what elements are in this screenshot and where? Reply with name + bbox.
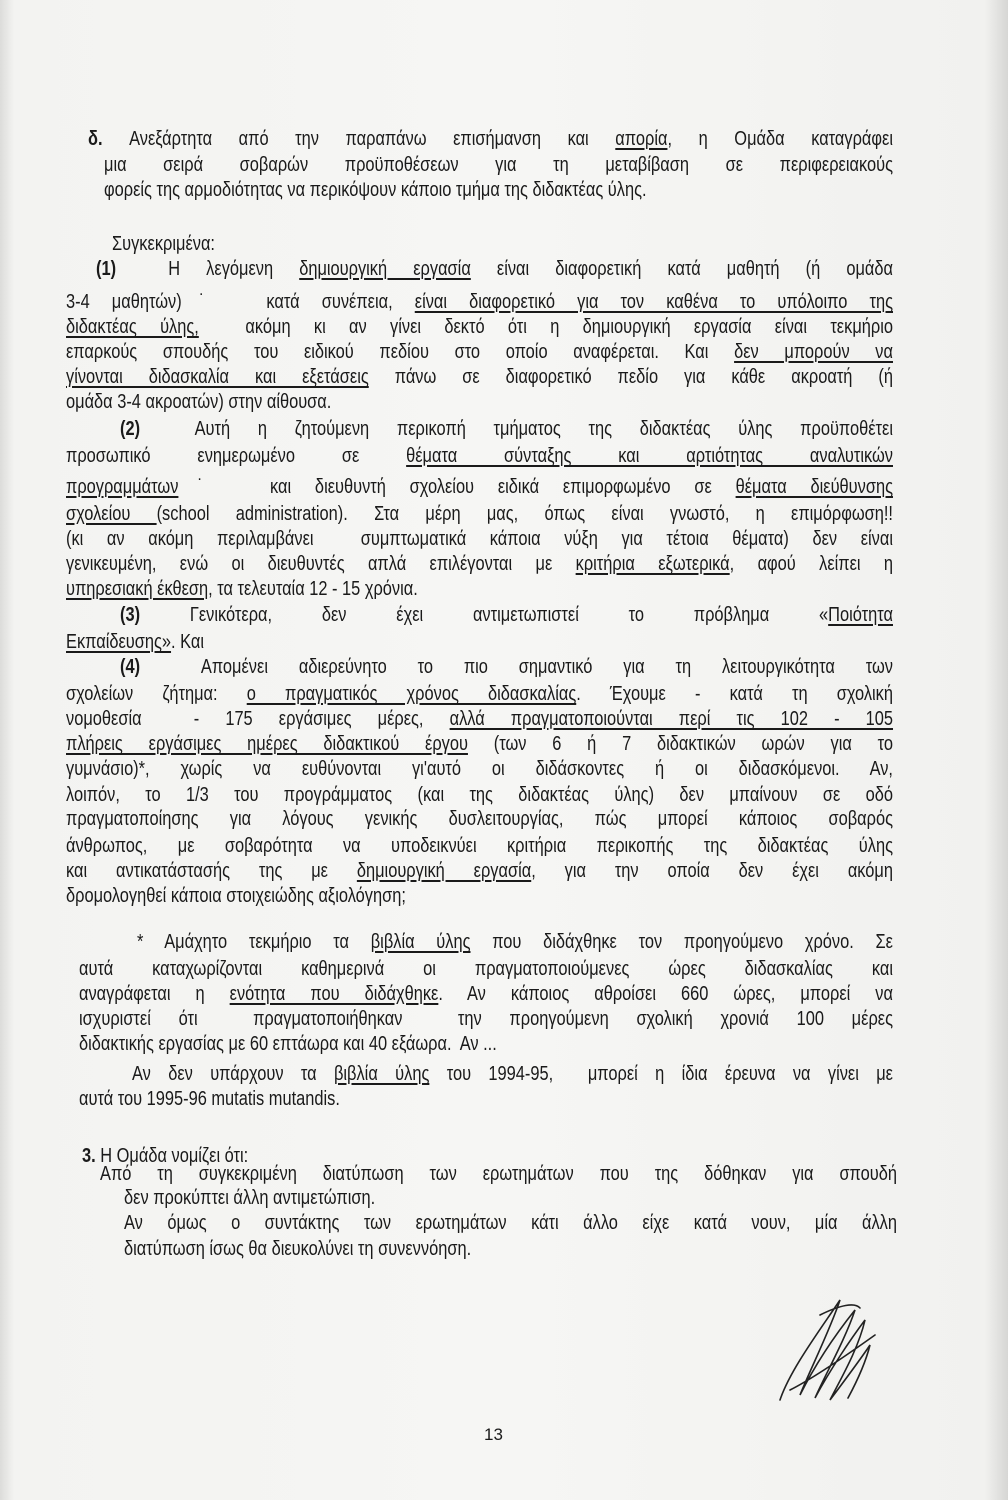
text-run: του 1994-95, μπορεί η ίδια έρευνα να γίνει με (429, 1063, 893, 1085)
text-line (66, 834, 893, 859)
text-run: πάνω σε διαφορετικό πεδίο για κάθε ακροατή (ή (368, 366, 893, 388)
text-line (104, 178, 893, 203)
text-run: . Έχουμε - κατά τη σχολική (576, 683, 893, 705)
text-run: , αφού λείπει η (729, 553, 894, 575)
text-line (79, 982, 893, 1007)
text-run: Συγκεκριμένα: (112, 233, 215, 255)
text-run: . Αν κάποιος αθροίσει 660 ώρες, μπορεί να (438, 983, 893, 1005)
text-run: (school administration). Στα μέρη μας, όπως είναι γνωστό, η επιμόρφωση!! (156, 503, 893, 525)
item-marker: 3. (82, 1145, 96, 1167)
text-line (66, 365, 893, 390)
underlined-text: προγραμμάτων (66, 476, 179, 498)
text-run: επαρκούς σπουδής του ειδικού πεδίου στο οποίο αναφέρεται. Και (66, 341, 735, 363)
text-line (66, 290, 893, 315)
text-line (66, 315, 893, 340)
text-run: Απομένει αδιερεύνητο το πιο σημαντικό για τη λειτουργικότητα των (140, 656, 893, 678)
text-run: αυτά καταχωρίζονται καθημερινά οι πραγματοποιούμενες ώρες διδασκαλίας και (79, 958, 893, 980)
text-line (66, 502, 893, 527)
text-run: νομοθεσία - 175 εργάσιμες μέρες, (66, 708, 450, 730)
text-line (79, 1032, 893, 1057)
underlined-text: δημιουργική εργασία (356, 860, 532, 882)
text-line (79, 957, 893, 982)
text-line (79, 1087, 893, 1112)
text-line (66, 630, 893, 655)
text-line (124, 1237, 897, 1262)
text-run: , τα τελευταία 12 - 15 χρόνια. (208, 578, 418, 600)
text-run: ˙ και διευθυντή σχολείου ειδικά επιμορφωμένο σε (178, 476, 736, 498)
text-run: ακόμη κι αν γίνει δεκτό ότι η δημιουργική εργασία είναι τεκμήριο (198, 316, 893, 338)
text-run: αναγράφεται η (79, 983, 230, 1005)
text-run: Η Ομάδα νομίζει ότι: (95, 1145, 249, 1167)
item-marker: (1) (96, 258, 117, 280)
underlined-text: δημιουργική εργασία (299, 258, 471, 280)
text-run: γενικευμένη, ενώ οι διευθυντές απλά επιλέγονται με (66, 553, 576, 575)
text-line (79, 1007, 893, 1032)
underlined-text: ενότητα που διδάχθηκε (229, 983, 439, 1005)
text-line (66, 884, 893, 909)
text-run: (κι αν ακόμη περιλαμβάνει συμπτωματικά κάποια νύξη για τέτοια θέματα) δεν είναι (66, 528, 893, 550)
underlined-text: αλλά πραγματοποιούνται περί τις 102 - 105 (449, 708, 894, 730)
text-run: διδακτικής εργασίας με 60 επτάωρα και 40 εξάωρα. Αν ... (79, 1033, 497, 1055)
text-line (66, 577, 893, 602)
text-run: μια σειρά σοβαρών προϋποθέσεων για τη μεταβίβαση σε περιφερειακούς (104, 154, 893, 176)
item-marker: δ. (88, 128, 130, 150)
text-run: και αντικατάστασής της με (66, 860, 357, 882)
text-line (66, 552, 893, 577)
text-run: Αν όμως ο συντάκτης των ερωτημάτων κάτι άλλο είχε κατά νουν, μία άλλη (124, 1212, 897, 1234)
text-line (66, 444, 893, 469)
text-line (100, 1162, 897, 1187)
text-run: . Και (171, 631, 205, 653)
text-run: Αν δεν υπάρχουν τα (132, 1063, 334, 1085)
text-run: φορείς της αρμοδιότητας να περικόψουν κάποιο τμήμα της διδακτέας ύλης. (104, 179, 647, 201)
text-run: , η Ομάδα καταγράφει (667, 128, 894, 150)
underlined-text: πλήρεις εργάσιμες ημέρες διδακτικού έργου (66, 733, 468, 755)
text-run: * Αμάχητο τεκμήριο τα (137, 931, 371, 953)
text-run: Από τη συγκεκριμένη διατύπωση των ερωτημάτων που της δόθηκαν για σπουδή (100, 1163, 897, 1185)
text-line (66, 707, 893, 732)
text-run: δεν προκύπτει άλλη αντιμετώπιση. (124, 1187, 376, 1209)
text-line (66, 682, 893, 707)
underlined-text: θέματα σύνταξης και αρτιότητας αναλυτικών (406, 445, 893, 467)
underlined-text: ο πραγματικός χρόνος διδασκαλίας (246, 683, 577, 705)
underlined-text: γίνονται διδασκαλία και εξετάσεις (66, 366, 369, 388)
text-run: γυμνάσιο)*, χωρίς να ευθύνονται γι'αυτό οι διδάσκοντες ή οι διδασκόμενοι. Αν, (66, 758, 893, 780)
signature (760, 1290, 890, 1410)
text-line (120, 655, 893, 680)
text-line (120, 417, 893, 442)
underlined-text: απορία (615, 128, 668, 150)
underlined-text: υπηρεσιακή έκθεση (66, 578, 209, 600)
text-run: προσωπικό ενημερωμένο σε (66, 445, 407, 467)
text-line (66, 475, 893, 500)
text-run: διατύπωση ίσως θα διευκολύνει τη συνεννόηση. (124, 1238, 472, 1260)
text-line (137, 930, 893, 955)
text-run: Ανεξάρτητα από την παραπάνω επισήμανση και (129, 128, 616, 150)
text-run: ομάδα 3-4 ακροατών) στην αίθουσα. (66, 391, 332, 413)
text-run: (των 6 ή 7 διδακτικών ωρών για το (467, 733, 893, 755)
text-run: σχολείων ζήτημα: (66, 683, 247, 705)
text-line (104, 153, 893, 178)
text-run: 3-4 μαθητών)˙ κατά συνέπεια, (66, 291, 415, 313)
underlined-text: βιβλία ύλης (333, 1063, 430, 1085)
text-line (88, 127, 893, 152)
text-run: που διδάχθηκε τον προηγούμενο χρόνο. Σε (470, 931, 893, 953)
text-run: αυτά του 1995-96 mutatis mutandis. (79, 1088, 340, 1110)
text-run: είναι διαφορετική κατά μαθητή (ή ομάδα (470, 258, 893, 280)
text-line (132, 1062, 893, 1087)
text-run: , για την οποία δεν έχει ακόμη (531, 860, 893, 882)
item-marker: (2) (120, 418, 141, 440)
text-line (112, 232, 893, 257)
underlined-text: σχολείου (66, 503, 157, 525)
underlined-text: Ποιότητα (828, 604, 893, 626)
text-line (96, 257, 893, 282)
text-line (66, 527, 893, 552)
text-line (66, 807, 893, 832)
text-run: Γενικότερα, δεν έχει αντιμετωπιστεί το πρόβλημα « (140, 604, 829, 626)
underlined-text: Εκπαίδευσης» (66, 631, 172, 653)
text-run: Η λεγόμενη (116, 258, 300, 280)
underlined-text: θέματα διεύθυνσης (735, 476, 893, 498)
item-marker: (3) (120, 604, 141, 626)
text-line (66, 757, 893, 782)
text-line (66, 783, 893, 808)
text-run: δρομολογηθεί κάποια στοιχειώδης αξιολόγηση; (66, 885, 406, 907)
text-line (124, 1211, 897, 1236)
underlined-text: διδακτέας ύλης, (66, 316, 199, 338)
text-line (120, 603, 893, 628)
text-line (66, 732, 893, 757)
text-run: Αυτή η ζητούμενη περικοπή τμήματος της διδακτέας ύλης προϋποθέτει (140, 418, 893, 440)
text-run: πραγματοποίησης για λόγους γενικής δυσλειτουργίας, πώς μπορεί κάποιος σοβαρός (66, 808, 893, 830)
text-line (66, 340, 893, 365)
text-run: λοιπόν, το 1/3 του προγράμματος (και της διδακτέας ύλης) δεν μπαίνουν σε οδό (66, 784, 893, 806)
text-line (124, 1186, 897, 1211)
text-run: ισχυριστεί ότι πραγματοποιήθηκαν την προηγούμενη σχολική χρονιά 100 μέρες (79, 1008, 893, 1030)
underlined-text: δεν μπορούν να (734, 341, 893, 363)
page-number: 13 (484, 1425, 503, 1444)
item-marker: (4) (120, 656, 141, 678)
underlined-text: βιβλία ύλης (370, 931, 471, 953)
text-line (66, 390, 893, 415)
text-line (66, 859, 893, 884)
underlined-text: κριτήρια εξωτερικά (575, 553, 730, 575)
underlined-text: είναι διαφορετικό για τον καθένα το υπόλοιπο της (414, 291, 893, 313)
text-run: άνθρωπος, με σοβαρότητα να υποδεικνύει κριτήρια περικοπής της διδακτέας ύλης (66, 835, 893, 857)
